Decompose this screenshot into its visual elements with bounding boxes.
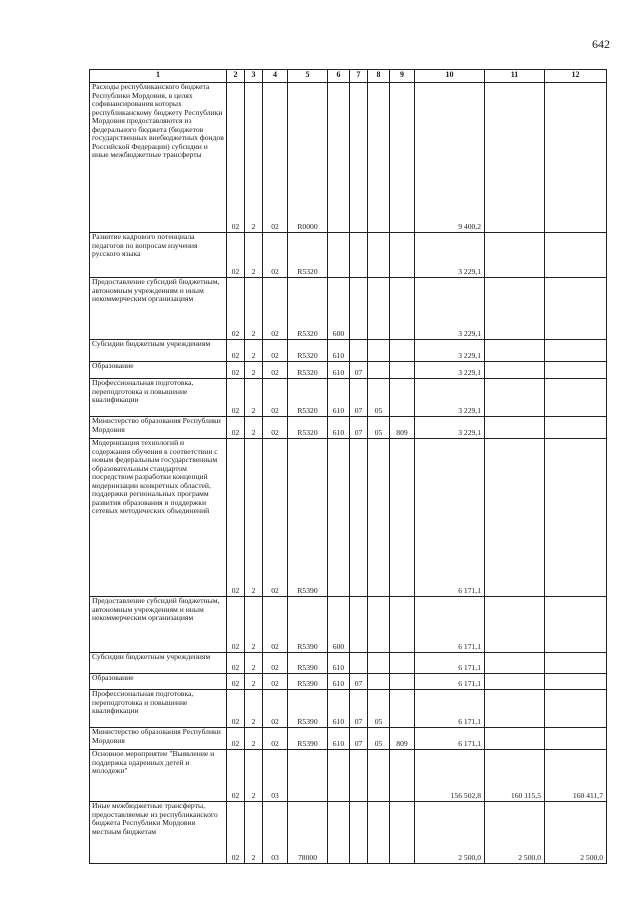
row-cell-c8: 05 [368, 690, 390, 728]
row-cell-c4: 02 [263, 278, 288, 340]
row-cell-c9 [390, 439, 415, 597]
table-row [90, 417, 607, 439]
row-cell-c5: R5320 [288, 362, 328, 379]
table-row [90, 690, 607, 728]
row-cell-c11 [485, 597, 545, 653]
row-cell-c6 [328, 802, 350, 864]
row-cell-c12 [545, 674, 607, 690]
row-cell-c8 [368, 653, 390, 674]
row-cell-c11 [485, 674, 545, 690]
table-row [90, 750, 607, 802]
row-cell-c7 [350, 233, 368, 278]
row-cell-c4: 02 [263, 690, 288, 728]
row-cell-c11 [485, 233, 545, 278]
row-cell-c5: R5390 [288, 674, 328, 690]
row-cell-c12 [545, 417, 607, 439]
row-cell-c4: 02 [263, 379, 288, 417]
row-cell-c12: 160 411,7 [545, 750, 607, 802]
row-cell-c4: 02 [263, 728, 288, 750]
row-cell-c7 [350, 439, 368, 597]
row-name-cell: Министерство образования Республики Мордовия [90, 728, 227, 750]
row-cell-c12 [545, 690, 607, 728]
row-cell-c6: 610 [328, 417, 350, 439]
row-cell-c5 [288, 750, 328, 802]
row-cell-c8 [368, 362, 390, 379]
row-cell-c5: R5390 [288, 653, 328, 674]
row-cell-c11 [485, 439, 545, 597]
row-cell-c11 [485, 653, 545, 674]
row-cell-c2: 02 [227, 674, 245, 690]
row-cell-c2: 02 [227, 83, 245, 233]
row-cell-c5: R5320 [288, 278, 328, 340]
row-cell-c11 [485, 278, 545, 340]
row-cell-c8 [368, 340, 390, 362]
row-cell-c3: 2 [245, 83, 263, 233]
row-cell-c3: 2 [245, 417, 263, 439]
row-cell-c5: R5390 [288, 690, 328, 728]
row-cell-c7: 07 [350, 674, 368, 690]
col-header: 1 [90, 70, 227, 83]
row-cell-c3: 2 [245, 278, 263, 340]
row-name-cell: Модернизация технологий и содержания обучения в соответствии с новым федеральным государственным образовательным стандартом посредством разработки концепций модернизации конкретных областей, поддержки региональных программ развития образования и поддержки сетевых методических объединений [90, 439, 227, 597]
row-cell-c2: 02 [227, 439, 245, 597]
row-cell-c7: 07 [350, 690, 368, 728]
row-cell-c7: 07 [350, 417, 368, 439]
row-name-cell: Образование [90, 674, 227, 690]
row-cell-c4: 02 [263, 674, 288, 690]
row-cell-c5: R0000 [288, 83, 328, 233]
row-cell-c10: 3 229,1 [415, 233, 485, 278]
row-cell-c4: 02 [263, 597, 288, 653]
row-cell-c5: R5320 [288, 340, 328, 362]
row-cell-c6 [328, 83, 350, 233]
table-row [90, 340, 607, 362]
row-cell-c2: 02 [227, 653, 245, 674]
row-cell-c10: 6 171,1 [415, 674, 485, 690]
row-cell-c4: 02 [263, 362, 288, 379]
row-cell-c9 [390, 362, 415, 379]
row-cell-c10: 2 500,0 [415, 802, 485, 864]
col-header: 8 [368, 70, 390, 83]
row-cell-c2: 02 [227, 802, 245, 864]
table-row [90, 83, 607, 233]
row-cell-c7 [350, 653, 368, 674]
row-cell-c9 [390, 340, 415, 362]
table-row [90, 653, 607, 674]
row-name-cell: Образование [90, 362, 227, 379]
row-cell-c2: 02 [227, 690, 245, 728]
row-cell-c7 [350, 750, 368, 802]
row-cell-c7: 07 [350, 379, 368, 417]
row-cell-c7 [350, 83, 368, 233]
row-cell-c9: 809 [390, 417, 415, 439]
row-name-cell: Предоставление субсидий бюджетным, автономным учреждениям и иным некоммерческим организациям [90, 278, 227, 340]
row-name-cell: Субсидии бюджетным учреждениям [90, 653, 227, 674]
row-cell-c9 [390, 750, 415, 802]
row-cell-c5: R5390 [288, 597, 328, 653]
row-cell-c8 [368, 278, 390, 340]
row-cell-c6 [328, 439, 350, 597]
row-cell-c2: 02 [227, 417, 245, 439]
row-cell-c6 [328, 750, 350, 802]
row-cell-c12: 2 500,0 [545, 802, 607, 864]
row-cell-c5: R5320 [288, 379, 328, 417]
row-cell-c8: 05 [368, 728, 390, 750]
row-cell-c3: 2 [245, 439, 263, 597]
table-row [90, 233, 607, 278]
row-cell-c7 [350, 278, 368, 340]
row-cell-c10: 6 171,1 [415, 653, 485, 674]
row-cell-c6: 610 [328, 690, 350, 728]
row-cell-c5: R5390 [288, 439, 328, 597]
row-cell-c10: 156 502,8 [415, 750, 485, 802]
col-header: 12 [545, 70, 607, 83]
table-row [90, 802, 607, 864]
row-cell-c4: 02 [263, 340, 288, 362]
row-cell-c9 [390, 653, 415, 674]
row-cell-c11 [485, 690, 545, 728]
row-cell-c11: 160 115,5 [485, 750, 545, 802]
row-cell-c2: 02 [227, 278, 245, 340]
row-cell-c12 [545, 278, 607, 340]
row-cell-c9 [390, 674, 415, 690]
row-cell-c11 [485, 379, 545, 417]
row-cell-c9 [390, 233, 415, 278]
row-cell-c10: 6 171,1 [415, 597, 485, 653]
row-cell-c6: 610 [328, 362, 350, 379]
col-header: 11 [485, 70, 545, 83]
row-cell-c10: 6 171,1 [415, 728, 485, 750]
row-cell-c7: 07 [350, 728, 368, 750]
row-cell-c3: 2 [245, 690, 263, 728]
row-name-cell: Расходы республиканского бюджета Республики Мордовия, в целях софинансирования которых республиканскому бюджету Республики Мордовия предоставляются из федерального бюджета (бюджетов государственных внебюджетных фондов Российской Федерации) субсидии и иные межбюджетные трансферты [90, 83, 227, 233]
row-cell-c7 [350, 340, 368, 362]
row-name-cell: Министерство образования Республики Мордовия [90, 417, 227, 439]
col-header: 10 [415, 70, 485, 83]
row-cell-c7: 07 [350, 362, 368, 379]
row-cell-c6: 600 [328, 597, 350, 653]
row-name-cell: Субсидии бюджетным учреждениям [90, 340, 227, 362]
col-header: 4 [263, 70, 288, 83]
table-row [90, 278, 607, 340]
row-cell-c9 [390, 802, 415, 864]
row-cell-c11: 2 500,0 [485, 802, 545, 864]
row-cell-c10: 9 400,2 [415, 83, 485, 233]
row-name-cell: Профессиональная подготовка, переподготовка и повышение квалификации [90, 690, 227, 728]
row-cell-c4: 02 [263, 83, 288, 233]
row-cell-c12 [545, 362, 607, 379]
row-cell-c3: 2 [245, 802, 263, 864]
row-cell-c10: 3 229,1 [415, 278, 485, 340]
row-cell-c9: 809 [390, 728, 415, 750]
row-cell-c6: 610 [328, 653, 350, 674]
row-cell-c8 [368, 750, 390, 802]
row-cell-c5: R5320 [288, 417, 328, 439]
row-cell-c11 [485, 83, 545, 233]
row-cell-c8: 05 [368, 417, 390, 439]
row-cell-c6 [328, 233, 350, 278]
row-cell-c12 [545, 340, 607, 362]
row-name-cell: Профессиональная подготовка, переподготовка и повышение квалификации [90, 379, 227, 417]
row-cell-c3: 2 [245, 674, 263, 690]
row-cell-c3: 2 [245, 653, 263, 674]
row-cell-c3: 2 [245, 379, 263, 417]
row-cell-c9 [390, 379, 415, 417]
row-cell-c11 [485, 728, 545, 750]
row-cell-c2: 02 [227, 750, 245, 802]
row-cell-c9 [390, 690, 415, 728]
row-cell-c10: 3 229,1 [415, 362, 485, 379]
row-cell-c10: 6 171,1 [415, 439, 485, 597]
row-cell-c9 [390, 597, 415, 653]
row-cell-c3: 2 [245, 233, 263, 278]
row-cell-c11 [485, 417, 545, 439]
row-cell-c8 [368, 233, 390, 278]
row-cell-c2: 02 [227, 597, 245, 653]
row-cell-c5: R5390 [288, 728, 328, 750]
row-cell-c12 [545, 597, 607, 653]
row-cell-c12 [545, 653, 607, 674]
col-header: 3 [245, 70, 263, 83]
budget-table [89, 69, 607, 864]
row-cell-c8: 05 [368, 379, 390, 417]
row-name-cell: Развитие кадрового потенциала педагогов по вопросам изучения русского языка [90, 233, 227, 278]
row-cell-c4: 02 [263, 653, 288, 674]
row-cell-c8 [368, 674, 390, 690]
col-header: 9 [390, 70, 415, 83]
row-name-cell: Основное мероприятие "Выявление и поддержка одаренных детей и молодежи" [90, 750, 227, 802]
row-cell-c4: 02 [263, 233, 288, 278]
row-cell-c4: 03 [263, 802, 288, 864]
row-cell-c12 [545, 83, 607, 233]
row-cell-c12 [545, 728, 607, 750]
row-cell-c12 [545, 233, 607, 278]
row-cell-c3: 2 [245, 362, 263, 379]
page-number: 642 [592, 37, 610, 51]
table-row [90, 674, 607, 690]
row-name-cell: Иные межбюджетные трансферты, предоставляемые из республиканского бюджета Республики Мордовия местным бюджетам [90, 802, 227, 864]
row-cell-c3: 2 [245, 340, 263, 362]
row-cell-c4: 02 [263, 439, 288, 597]
row-cell-c3: 2 [245, 750, 263, 802]
row-cell-c8 [368, 439, 390, 597]
row-cell-c4: 02 [263, 417, 288, 439]
row-cell-c8 [368, 83, 390, 233]
row-cell-c2: 02 [227, 379, 245, 417]
row-cell-c6: 600 [328, 278, 350, 340]
row-cell-c7 [350, 597, 368, 653]
row-cell-c3: 2 [245, 597, 263, 653]
row-cell-c2: 02 [227, 728, 245, 750]
table-row [90, 728, 607, 750]
table-row [90, 379, 607, 417]
row-cell-c6: 610 [328, 379, 350, 417]
col-header: 5 [288, 70, 328, 83]
row-cell-c5: R5320 [288, 233, 328, 278]
col-header: 7 [350, 70, 368, 83]
table-row [90, 362, 607, 379]
row-cell-c7 [350, 802, 368, 864]
row-cell-c9 [390, 83, 415, 233]
row-cell-c2: 02 [227, 362, 245, 379]
table-row [90, 439, 607, 597]
table-header-row [90, 70, 607, 83]
row-cell-c8 [368, 597, 390, 653]
row-cell-c10: 3 229,1 [415, 379, 485, 417]
col-header: 2 [227, 70, 245, 83]
row-cell-c12 [545, 379, 607, 417]
row-cell-c11 [485, 362, 545, 379]
row-cell-c4: 03 [263, 750, 288, 802]
row-cell-c6: 610 [328, 340, 350, 362]
row-cell-c9 [390, 278, 415, 340]
row-cell-c6: 610 [328, 728, 350, 750]
row-cell-c2: 02 [227, 233, 245, 278]
row-cell-c8 [368, 802, 390, 864]
row-cell-c3: 2 [245, 728, 263, 750]
row-cell-c10: 6 171,1 [415, 690, 485, 728]
row-name-cell: Предоставление субсидий бюджетным, автономным учреждениям и иным некоммерческим организациям [90, 597, 227, 653]
row-cell-c10: 3 229,1 [415, 340, 485, 362]
row-cell-c10: 3 229,1 [415, 417, 485, 439]
row-cell-c2: 02 [227, 340, 245, 362]
col-header: 6 [328, 70, 350, 83]
table-row [90, 597, 607, 653]
row-cell-c12 [545, 439, 607, 597]
row-cell-c5: 78000 [288, 802, 328, 864]
row-cell-c11 [485, 340, 545, 362]
row-cell-c6: 610 [328, 674, 350, 690]
